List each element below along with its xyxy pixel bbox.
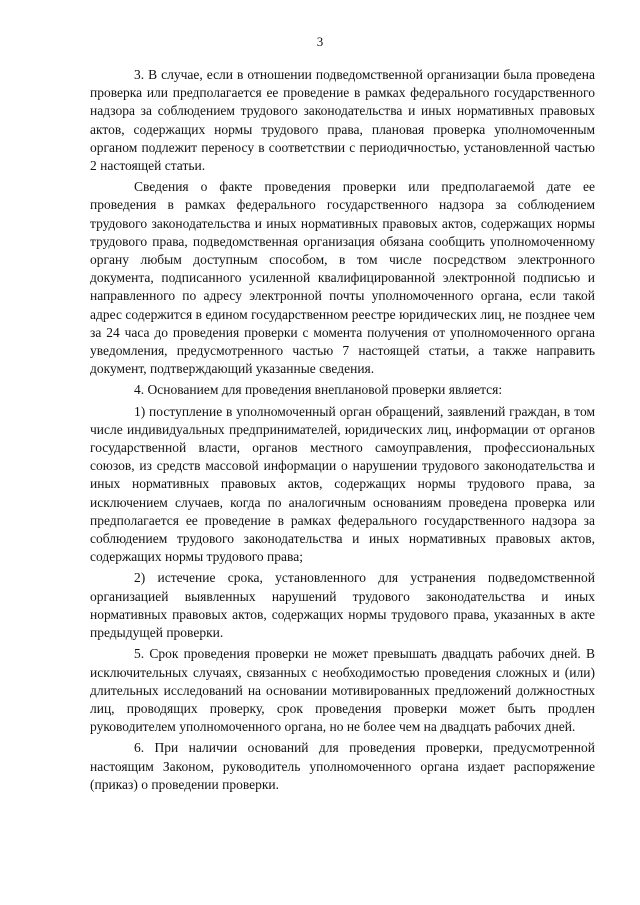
paragraph-3: 3. В случае, если в отношении подведомственной организации была проведена проверка или предполагается ее проведение в рамках федерального государственного надзора за соблюдением трудового законодательства и иных нормативных правовых актов, содержащих нормы трудового права, плановая проверка уполномоченным органом подлежит переносу в соответствии с периодичностью, установленной частью 2 настоящей статьи. bbox=[90, 67, 595, 174]
page-number: 3 bbox=[316, 34, 324, 49]
document-body bbox=[90, 66, 595, 797]
paragraph-6: 6. При наличии оснований для проведения проверки, предусмотренной настоящим Законом, руководитель уполномоченного органа издает распоряжение (приказ) о проведении проверки. bbox=[90, 740, 595, 792]
paragraph-4-item-1: 1) поступление в уполномоченный орган обращений, заявлений граждан, в том числе индивидуальных предпринимателей, юридических лиц, информации от органов государственной власти, органов местного самоуправления, профессиональных союзов, из средств массовой информации о нарушении трудового законодательства и иных нормативных правовых актов, содержащих нормы трудового права, за исключением случаев, когда по аналогичным основаниям проведена проверка или предполагается ее проведение в рамках федерального государственного надзора за соблюдением трудового законодательства и иных нормативных правовых актов, содержащих нормы трудового права; bbox=[90, 403, 595, 565]
paragraph-5: 5. Срок проведения проверки не может превышать двадцать рабочих дней. В исключительных случаях, связанных с необходимостью проведения сложных и (или) длительных исследований на основании мотивированных предложений должностных лиц, проводящих проверку, срок проведения проверки может быть продлен руководителем уполномоченного органа, но не более чем на двадцать рабочих дней. bbox=[90, 646, 595, 735]
paragraph-4: 4. Основанием для проведения внеплановой проверки является: bbox=[134, 382, 503, 398]
paragraph-notification: Сведения о факте проведения проверки или предполагаемой дате ее проведения в рамках федерального государственного надзора за соблюдением трудового законодательства и иных нормативных правовых актов, содержащих нормы трудового права, подведомственная организация обязана сообщить уполномоченному органу любым доступным способом, в том числе посредством электронного документа, подписанного усиленной квалифицированной электронной подписью и направленного по адресу электронной почты уполномоченного органа, если такой адрес содержится в едином государственном реестре юридических лиц, не позднее чем за 24 часа до проведения проверки с момента получения от уполномоченного органа уведомления, предусмотренного частью 7 настоящей статьи, а также направить документ, подтверждающий указанные сведения. bbox=[90, 179, 595, 377]
paragraph-4-item-2: 2) истечение срока, установленного для устранения подведомственной организацией выявленных нарушений трудового законодательства и иных нормативных правовых актов, содержащих нормы трудового права, указанных в акте предыдущей проверки. bbox=[90, 570, 595, 641]
